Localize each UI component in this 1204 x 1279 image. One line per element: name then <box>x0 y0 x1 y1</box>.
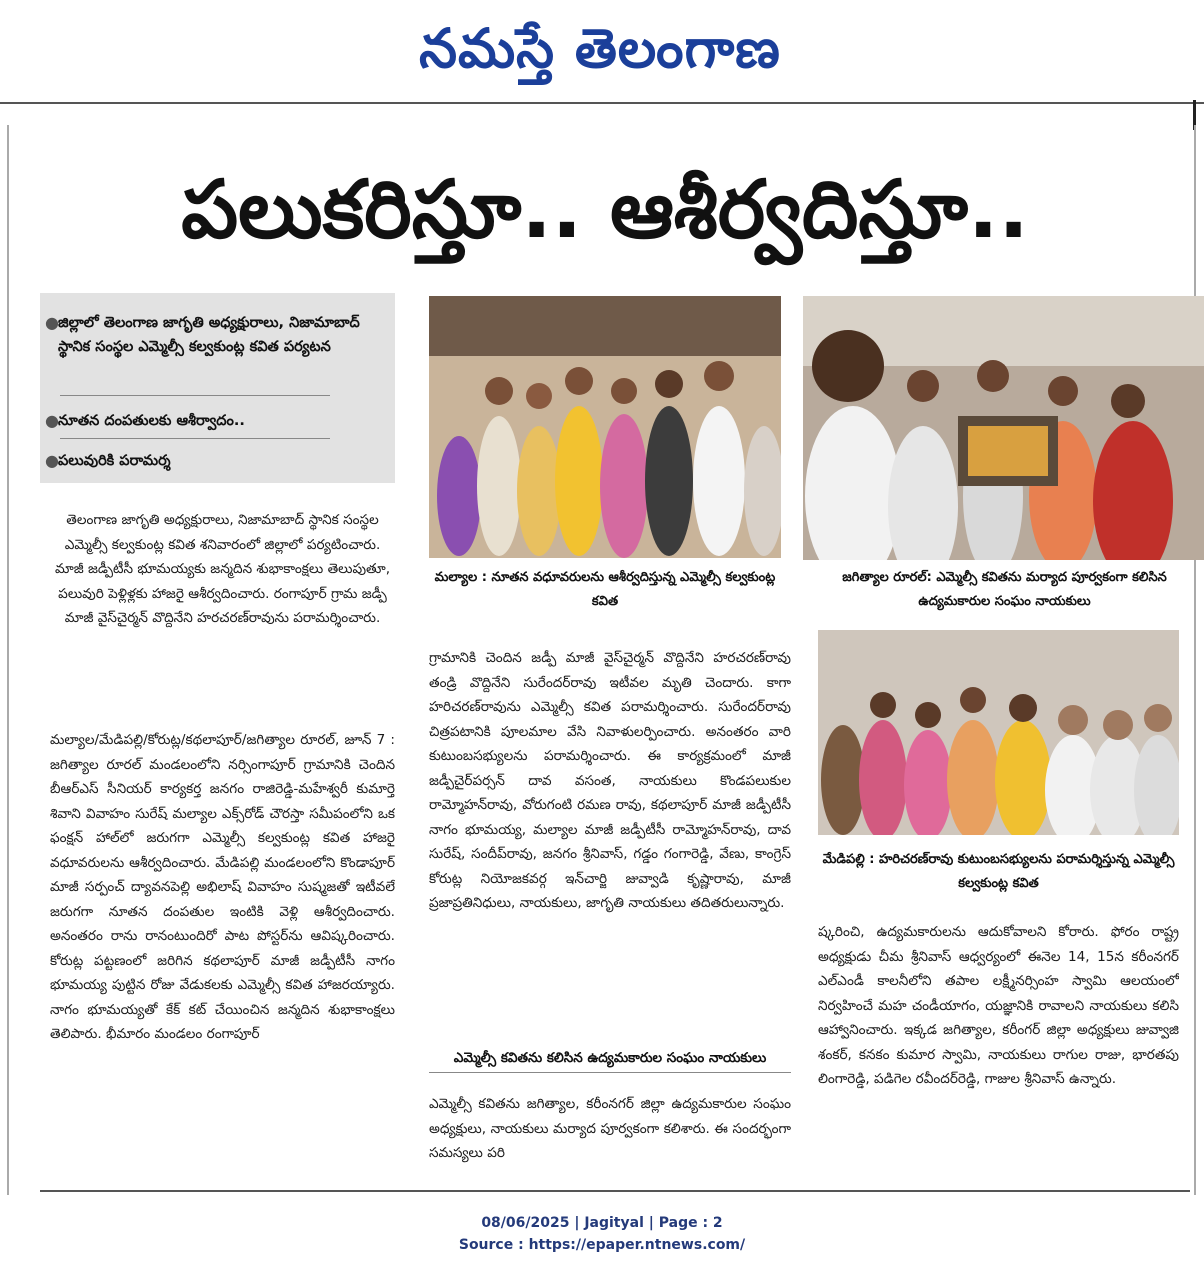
subhead-rule <box>429 1072 791 1073</box>
masthead-title: నమస్తే తెలంగాణ <box>419 16 781 80</box>
left-column-border <box>7 125 9 1195</box>
article-column-2-continued: ఎమ్మెల్సీ కవితను జగిత్యాల, కరీంనగర్ జిల్లా ఉద్యమకారుల సంఘం అధ్యక్షులు, నాయకులు మర్యాద పూర్వకంగా కలిశారు. ఈ సందర్భంగా సమస్యలు పరి <box>429 1096 791 1161</box>
highlight-item-1: ● జిల్లాలో తెలంగాణ జాగృతి అధ్యక్షురాలు, నిజామాబాద్ స్థానిక సంస్థల ఎమ్మెల్సీ కల్వకుంట్ల కవిత పర్యటన <box>45 313 360 355</box>
highlight-divider <box>60 438 330 439</box>
headline: పలుకరిస్తూ.. ఆశీర్వదిస్తూ.. <box>181 163 1029 256</box>
article-column-1: మల్యాల/మేడిపల్లి/కోరుట్ల/కథలాపూర్/జగిత్యాల రూరల్, జూన్ 7 : జగిత్యాల రూరల్ మండలంలోని నర్సింగాపూర్ గ్రామానికి చెందిన బీఆర్ఎస్ సీనియర్ కార్యకర్త జనగం రాజిరెడ్డి-మహేశ్వరీ కుమార్తె శివాని వివాహం సురేష్ మల్యాల ఎక్స్‌రోడ్ చౌరస్తా సమీపంలోని ఒక ఫంక్షన్ హాల్‌లో జరుగగా ఎమ్మెల్సీ కల్వకుంట్ల కవిత హాజరై వధూవరులను ఆశీర్వదించారు. మేడిపల్లి మండలంలోని కొండాపూర్ మాజీ సర్పంచ్ ద్యావనపెల్లి అభిలాష్ వివాహం సుష్మజతో ఇటీవలే జరుగగా నూతన దంపతుల ఇంటికి వెళ్లి ఆశీర్వదించారు. అనంతరం రాను రానంటుందిరో పాట పోస్టర్‌ను ఆవిష్కరించారు. కోరుట్ల పట్టణంలో జరిగిన కథలాపూర్ మాజీ జడ్పీటీసీ నాగం భూమయ్య పుట్టిన రోజు వేడుకలకు ఎమ్మెల్సీ కవిత హాజరయ్యారు. నాగం భూమయ్యతో కేక్ కట్ చేయించిన జన్మదిన శుభాకాంక్షలు తెలిపారు. భీమారం మండలం రంగాపూర్ <box>50 732 395 1042</box>
bullet-icon: ● <box>45 451 59 470</box>
highlight-divider <box>60 395 330 396</box>
photo-medipalli-visit <box>818 630 1179 835</box>
intro-paragraph: తెలంగాణ జాగృతి అధ్యక్షురాలు, నిజామాబాద్ స్థానిక సంస్థల ఎమ్మెల్సీ కల్వకుంట్ల కవిత శనివారంలో జిల్లాలో పర్యటించారు. మాజీ జడ్పీటీసీ భూమయ్యకు జన్మదిన శుభాకాంక్షలు తెలుపుతూ, పలువురి పెళ్లిళ్లకు హాజరై ఆశీర్వదించారు. రంగాపూర్ గ్రామ జడ్పీ మాజీ వైస్‌చైర్మన్ వొద్దినేని హరచరణ్‌రావును పరామర్శించారు. <box>54 512 391 626</box>
right-column-border <box>1194 125 1196 1195</box>
photo-medipalli-illustration <box>818 630 1179 835</box>
footer-source-link[interactable]: Source : https://epaper.ntnews.com/ <box>458 1237 746 1253</box>
highlight-item-3: ● పలువురికి పరామర్శ <box>58 449 388 473</box>
photo-mallyala-illustration <box>429 296 781 558</box>
photo-jagityal-meeting <box>803 296 1204 560</box>
masthead <box>0 0 1204 100</box>
caption-mallyala: మల్యాల : నూతన వధూవరులను ఆశీర్వదిస్తున్న ఎమ్మెల్సీ కల్వకుంట్ల కవిత <box>434 570 776 609</box>
footer <box>0 1212 1204 1256</box>
masthead-rule <box>0 102 1204 104</box>
photo-jagityal-illustration <box>803 296 1204 560</box>
highlight-item-2: ● నూతన దంపతులకు ఆశీర్వాదం.. <box>58 409 388 433</box>
highlights-box <box>40 293 395 483</box>
article-column-3: ష్కరించి, ఉద్యమకారులను ఆదుకోవాలని కోరారు. ఫోరం రాష్ట్ర అధ్యక్షుడు చీమ శ్రీనివాస్ ఆధ్వర్యంలో ఈనెల 14, 15న కరీంనగర్ ఎల్ఎండీ కాలనీలోని తపాల లక్ష్మీనర్సింహ స్వామి ఆలయంలో నిర్వహించే మహ చండీయాగం, యజ్ఞానికి రావాలని నాయకులు కలిసి ఆహ్వానించారు. ఇక్కడ జగిత్యాల, కరీంగర్ జిల్లా అధ్యక్షులు జువ్వాజి శంకర్, కనకం కుమార స్వామి, నాయకులు రాగుల రాజు, భారతపు లింగారెడ్డి, పడిగెల రవీందర్‌రెడ్డి, గాజుల శ్రీనివాస్ ఉన్నారు. <box>818 924 1179 1087</box>
bullet-icon: ● <box>45 411 59 430</box>
caption-jagityal: జగిత్యాల రూరల్: ఎమ్మెల్సీ కవితను మర్యాద పూర్వకంగా కలిసిన ఉద్యమకారుల సంఘం నాయకులు <box>842 570 1167 609</box>
article-column-2: గ్రామానికి చెందిన జడ్పీ మాజీ వైస్‌చైర్మన్ వొద్దినేని హరచరణ్‌రావు తండ్రి వొద్దినేని సురేందర్‌రావు ఇటీవల మృతి చెందారు. కాగా హరిచరణ్‌రావును ఎమ్మెల్సీ కవిత పరామర్శించారు. సురేందర్‌రావు చిత్రపటానికి పూలమాల వేసి నివాళులర్పించారు. అనంతరం వారి కుటుంబసభ్యులను పరామర్శించారు. ఈ కార్యక్రమంలో మాజీ జడ్పీచైర్‌పర్సన్ దావ వసంత, నాయకులు కొండపలుకుల రామ్మోహన్‌రావు, వోరుగంటి రమణ రావు, కథలాపూర్ మాజీ జడ్పీటీసీ నాగం భూమయ్య, మల్యాల మాజీ జడ్పీటీసీ రామ్మోహన్‌రావు, దావ సురేష్, సందీప్‌రావు, జనగం శ్రీనివాస్, గడ్డం గంగారెడ్డి, వేణు, కాంగ్రెస్ కోరుట్ల నియోజకవర్గ ఇన్‌చార్జి జువ్వాడి కృష్ణారావు, మాజీ ప్రజాప్రతినిధులు, నాయకులు, జాగృతి నాయకులు తదితరులున్నారు. <box>429 650 791 911</box>
bullet-icon: ● <box>45 313 59 332</box>
photo-mallyala-wedding <box>429 296 781 558</box>
caption-medipalli: మేడిపల్లి : హరిచరణ్‌రావు కుటుంబసభ్యులను పరామర్శిస్తున్న ఎమ్మెల్సీ కల్వకుంట్ల కవిత <box>822 852 1175 891</box>
footer-rule <box>40 1190 1190 1192</box>
subhead-udyamakarula: ఎమ్మెల్సీ కవితను కలిసిన ఉద్యమకారుల సంఘం నాయకులు <box>453 1050 767 1066</box>
footer-date-edition: 08/06/2025 | Jagityal | Page : 2 <box>481 1215 723 1231</box>
